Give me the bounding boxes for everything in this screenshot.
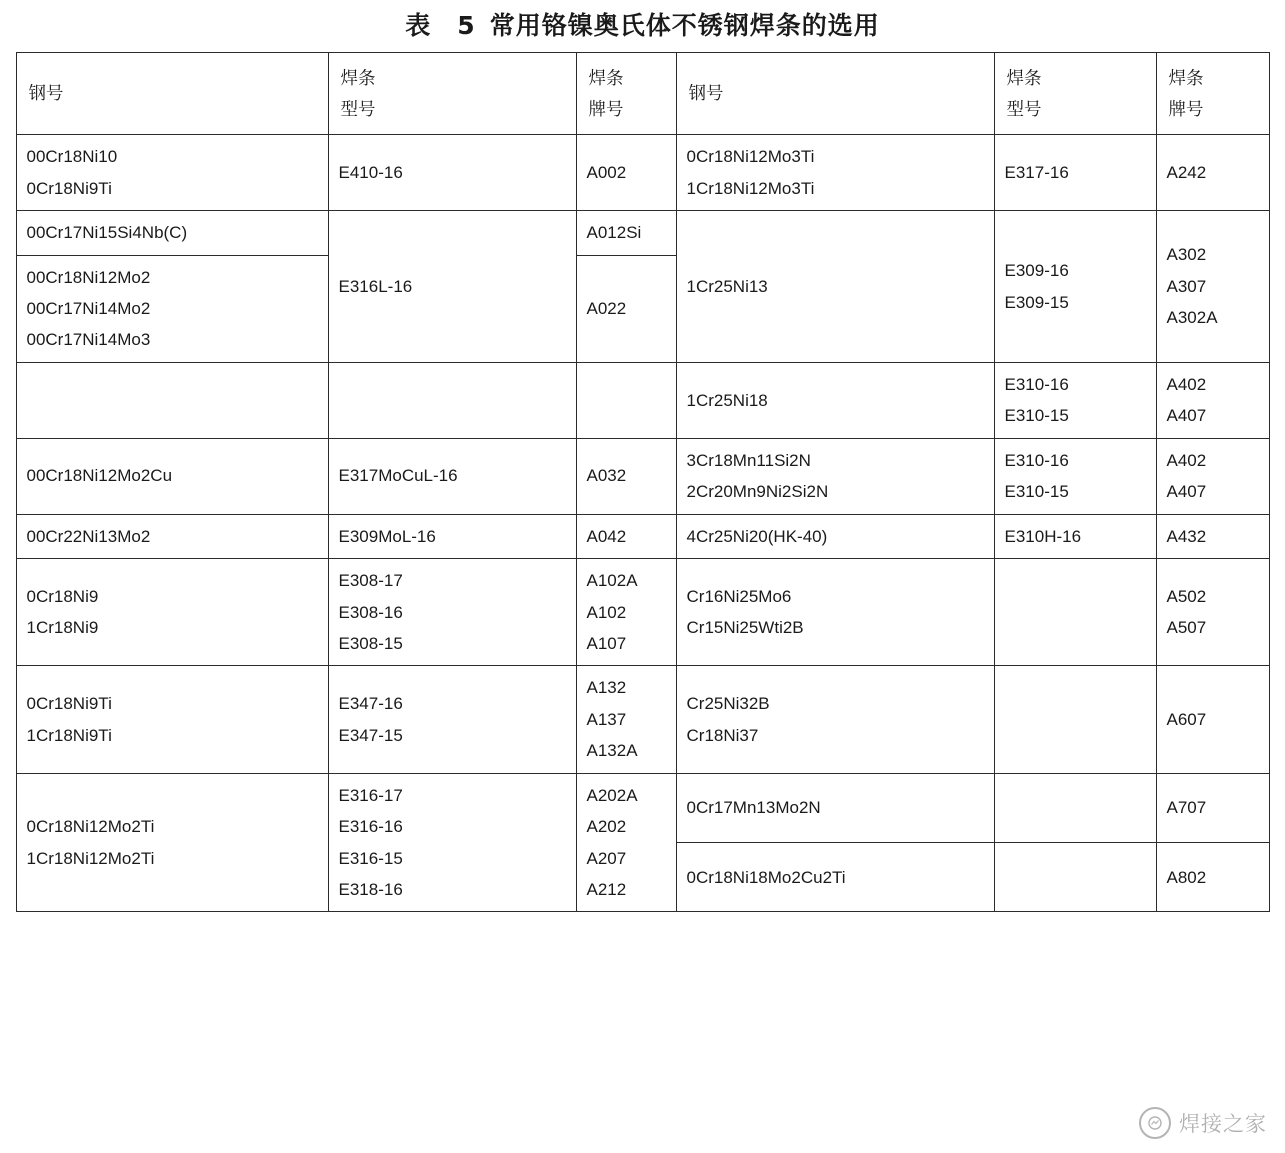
right-steel-0: 0Cr18Ni12Mo3Ti 1Cr18Ni12Mo3Ti [676,135,994,211]
table-row [16,211,1269,255]
table-row [16,135,1269,211]
left-brand-7: A202A A202 A207 A212 [576,773,676,912]
page-title [0,0,1285,52]
left-type-4: E309MoL-16 [328,514,576,558]
right-brand-1: A302 A307 A302A [1156,211,1269,363]
right-type-5 [994,559,1156,666]
left-steel-6: 0Cr18Ni9Ti 1Cr18Ni9Ti [16,666,328,773]
table-row [16,362,1269,438]
table-row [16,514,1269,558]
right-type-7 [994,773,1156,842]
header-steel-no-left: 钢号 [16,53,328,135]
right-type-1: E309-16 E309-15 [994,211,1156,363]
left-brand-0: A002 [576,135,676,211]
right-brand-4: A432 [1156,514,1269,558]
right-brand-2: A402 A407 [1156,362,1269,438]
left-filler-b [328,362,576,438]
left-steel-1: 00Cr17Ni15Si4Nb(C) [16,211,328,255]
header-electrode-type-left: 焊条 型号 [328,53,576,135]
right-brand-3: A402 A407 [1156,438,1269,514]
left-type-5: E308-17 E308-16 E308-15 [328,559,576,666]
electrode-selection-table [16,52,1270,912]
right-steel-7: 0Cr17Mn13Mo2N [676,773,994,842]
left-brand-1: A012Si [576,211,676,255]
circle-logo-icon [1139,1107,1171,1139]
title-prefix: 表 [405,11,432,40]
right-steel-3: 3Cr18Mn11Si2N 2Cr20Mn9Ni2Si2N [676,438,994,514]
header-electrode-brand-right: 焊条 牌号 [1156,53,1269,135]
right-brand-8: A802 [1156,843,1269,912]
left-type-6: E347-16 E347-15 [328,666,576,773]
right-steel-4: 4Cr25Ni20(HK-40) [676,514,994,558]
table-row [16,438,1269,514]
left-filler-c [576,362,676,438]
right-steel-2: 1Cr25Ni18 [676,362,994,438]
header-electrode-brand-left: 焊条 牌号 [576,53,676,135]
left-brand-4: A042 [576,514,676,558]
left-type-2: E316L-16 [328,211,576,363]
right-brand-7: A707 [1156,773,1269,842]
left-type-3: E317MoCuL-16 [328,438,576,514]
left-steel-0: 00Cr18Ni10 0Cr18Ni9Ti [16,135,328,211]
left-type-7: E316-17 E316-16 E316-15 E318-16 [328,773,576,912]
left-brand-3: A032 [576,438,676,514]
right-type-8 [994,843,1156,912]
table-row [16,559,1269,666]
right-steel-8: 0Cr18Ni18Mo2Cu2Ti [676,843,994,912]
right-type-4: E310H-16 [994,514,1156,558]
left-steel-7: 0Cr18Ni12Mo2Ti 1Cr18Ni12Mo2Ti [16,773,328,912]
right-brand-0: A242 [1156,135,1269,211]
left-filler-a [16,362,328,438]
right-brand-5: A502 A507 [1156,559,1269,666]
right-type-2: E310-16 E310-15 [994,362,1156,438]
table-row [16,773,1269,842]
left-type-0: E410-16 [328,135,576,211]
left-brand-2: A022 [576,255,676,362]
header-steel-no-right: 钢号 [676,53,994,135]
watermark [1139,1107,1267,1139]
left-steel-5: 0Cr18Ni9 1Cr18Ni9 [16,559,328,666]
title-number: 5 [457,11,476,40]
left-steel-2: 00Cr18Ni12Mo2 00Cr17Ni14Mo2 00Cr17Ni14Mo3 [16,255,328,362]
watermark-text: 焊接之家 [1179,1112,1267,1136]
left-steel-3: 00Cr18Ni12Mo2Cu [16,438,328,514]
right-steel-5: Cr16Ni25Mo6 Cr15Ni25Wti2B [676,559,994,666]
title-text: 常用铬镍奥氏体不锈钢焊条的选用 [489,11,880,40]
right-type-3: E310-16 E310-15 [994,438,1156,514]
right-brand-6: A607 [1156,666,1269,773]
left-steel-4: 00Cr22Ni13Mo2 [16,514,328,558]
table-header-row [16,53,1269,135]
header-electrode-type-right: 焊条 型号 [994,53,1156,135]
right-type-6 [994,666,1156,773]
right-type-0: E317-16 [994,135,1156,211]
left-brand-6: A132 A137 A132A [576,666,676,773]
left-brand-5: A102A A102 A107 [576,559,676,666]
right-steel-1: 1Cr25Ni13 [676,211,994,363]
right-steel-6: Cr25Ni32B Cr18Ni37 [676,666,994,773]
table-row [16,666,1269,773]
